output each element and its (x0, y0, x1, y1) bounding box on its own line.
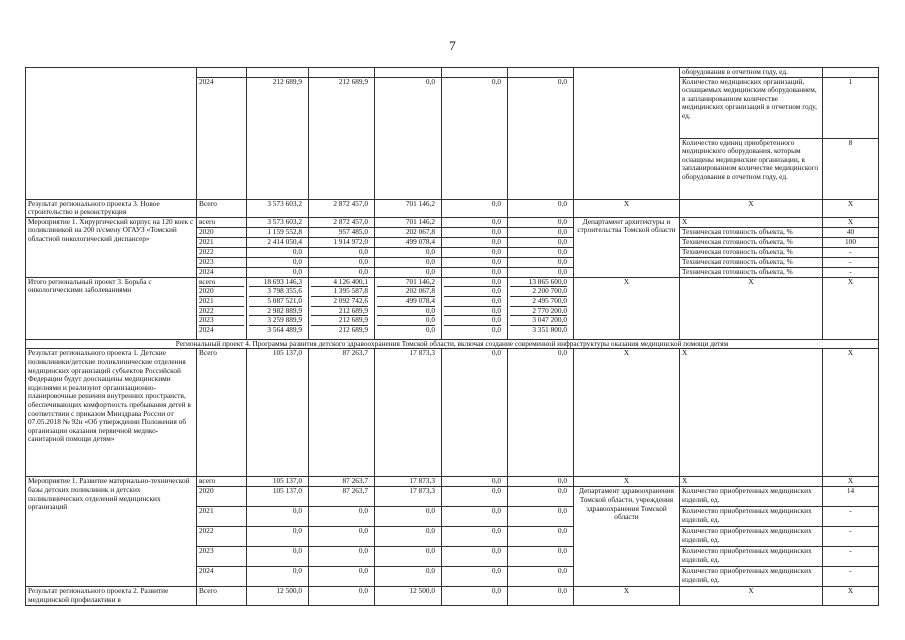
municipal-cell: 0,0 (442, 199, 508, 217)
total-cell: 105 137,0 (247, 477, 309, 487)
year-cell: всего 2020 2021 2022 2023 2024 (197, 277, 247, 339)
federal-cell: 957 485,0 (309, 227, 375, 237)
indicator-cell: Техническая готовность объекта, % (680, 237, 823, 247)
federal-cell: 0,0 (309, 267, 375, 277)
year-cell: всего (197, 217, 247, 227)
municipal-cell: 0,0 (442, 247, 508, 257)
federal-cell: 87 263,7 (309, 349, 375, 477)
municipal-cell: 0,0 (442, 587, 508, 606)
name-cell: Результат регионального проекта 2. Развитие медицинской профилактики в (26, 587, 197, 606)
executor-cell: Х (574, 477, 680, 487)
total-cell: 105 137,0 (247, 487, 309, 507)
value-cell: - (823, 567, 879, 587)
regional-cell: 0,0 (375, 547, 442, 567)
regional-cell: 0,0 (375, 257, 442, 267)
name-cell: Мероприятие 1. Развитие материально-технической базы детских поликлиник и детских поликлинических отделений медицинских организаций (26, 477, 197, 587)
total-cell: 0,0 (247, 247, 309, 257)
regional-cell: 0,0 (375, 507, 442, 527)
value-cell: - (823, 257, 879, 267)
indicator-cell: Х (680, 587, 823, 606)
value-cell: Х (823, 477, 879, 487)
table-row (26, 277, 879, 339)
municipal-cell: 0,0 (442, 257, 508, 267)
extra-cell: 0,0 (508, 567, 574, 587)
total-cell: 105 137,0 (247, 349, 309, 477)
federal-cell: 0,0 (309, 257, 375, 267)
year-cell: 2023 (197, 547, 247, 567)
program-table (25, 67, 879, 606)
municipal-cell: 0,0 (442, 237, 508, 247)
total-cell: 18 693 146,3 3 798 355,6 5 087 521,0 2 982 889,9 3 259 889,9 3 564 489,9 (247, 277, 309, 339)
regional-cell: 0,0 (375, 567, 442, 587)
regional-cell: 0,0 (375, 77, 442, 199)
federal-cell: 1 914 972,0 (309, 237, 375, 247)
extra-cell: 0,0 (508, 349, 574, 477)
table-row (26, 477, 879, 487)
federal-cell: 0,0 (309, 527, 375, 547)
extra-cell: 0,0 (508, 587, 574, 606)
name-cell (26, 68, 197, 200)
year-cell: Всего (197, 349, 247, 477)
year-cell: 2024 (197, 567, 247, 587)
federal-cell: 87 263,7 (309, 477, 375, 487)
indicator-cell: Количество приобретенных медицинских изделий, ед. (680, 487, 823, 507)
municipal-cell: 0,0 (442, 547, 508, 567)
extra-cell: 0,0 (508, 247, 574, 257)
year-cell: всего (197, 477, 247, 487)
extra-cell: 0,0 (508, 527, 574, 547)
extra-cell: 0,0 (508, 217, 574, 227)
regional-cell: 12 500,0 (375, 587, 442, 606)
total-cell: 0,0 (247, 567, 309, 587)
name-cell: Итого региональный проект 3. Борьба с онкологическими заболеваниями (26, 277, 197, 339)
municipal-cell: 0,0 (442, 217, 508, 227)
municipal-cell: 0,0 (442, 349, 508, 477)
table-row (26, 349, 879, 477)
federal-cell: 2 872 457,0 (309, 199, 375, 217)
regional-cell: 701 146,2 202 067,8 499 078,4 0,0 0,0 0,0 (375, 277, 442, 339)
total-cell: 212 689,9 (247, 77, 309, 199)
extra-cell: 0,0 (508, 77, 574, 199)
total-cell: 0,0 (247, 527, 309, 547)
indicator-cell: Количество единиц приобретенного медицинского оборудования, которым оснащены медицинские организации, в запланированном количестве медицинского оборудования в отчетном году, ед. (680, 138, 823, 199)
regional-cell: 701 146,2 (375, 217, 442, 227)
regional-cell: 202 067,8 (375, 227, 442, 237)
indicator-cell: Х (680, 217, 823, 227)
federal-cell: 0,0 (309, 507, 375, 527)
federal-cell: 4 126 400,1 1 395 587,8 2 092 742,6 212 689,9 212 689,9 212 689,9 (309, 277, 375, 339)
executor-cell: Х (574, 349, 680, 477)
extra-cell: 0,0 (508, 507, 574, 527)
value-cell: Х (823, 277, 879, 339)
executor-cell: Х (574, 277, 680, 339)
indicator-cell: Количество приобретенных медицинских изделий, ед. (680, 527, 823, 547)
extra-cell: 0,0 (508, 237, 574, 247)
total-cell: 0,0 (247, 257, 309, 267)
extra-cell: 0,0 (508, 547, 574, 567)
name-cell: Результат регионального проекта 3. Новое строительство и реконструкция (26, 199, 197, 217)
federal-cell: 0,0 (309, 247, 375, 257)
federal-cell: 0,0 (309, 547, 375, 567)
year-cell: 2023 (197, 257, 247, 267)
municipal-cell: 0,0 (442, 507, 508, 527)
total-cell: 0,0 (247, 547, 309, 567)
regional-cell: 0,0 (375, 527, 442, 547)
total-cell: 12 500,0 (247, 587, 309, 606)
extra-cell: 0,0 (508, 487, 574, 507)
year-cell: 2020 (197, 227, 247, 237)
value-cell: 40 (823, 227, 879, 237)
extra-cell: 0,0 (508, 267, 574, 277)
federal-cell: 87 263,7 (309, 487, 375, 507)
indicator-cell: Количество медицинских организаций, оснащаемых медицинским оборудованием, в запланированном количестве медицинских организаций в отчетном году, ед. (680, 77, 823, 138)
municipal-cell: 0,0 (442, 477, 508, 487)
section-title: Региональный проект 4. Программа развития детского здравоохранения Томской области, включая создание современной инфраструктуры оказания медицинской помощи детям (26, 339, 879, 349)
table-row (26, 199, 879, 217)
extra-cell: 0,0 (508, 199, 574, 217)
municipal-cell: 0,0 (442, 487, 508, 507)
page-number: 7 (449, 38, 456, 53)
value-cell: - (823, 267, 879, 277)
name-cell: Мероприятие 1. Хирургический корпус на 120 коек с поликлиникой на 200 п/смену ОГАУЗ «Томский областной онкологический диспансер» (26, 217, 197, 277)
value-cell: Х (823, 587, 879, 606)
year-cell: 2022 (197, 247, 247, 257)
federal-cell: 0,0 (309, 587, 375, 606)
total-cell: 3 573 603,2 (247, 217, 309, 227)
regional-cell: 701 146,2 (375, 199, 442, 217)
value-cell: 14 (823, 487, 879, 507)
federal-cell: 2 872 457,0 (309, 217, 375, 227)
year-cell: 2024 (197, 267, 247, 277)
year-cell: 2021 (197, 507, 247, 527)
regional-cell: 0,0 (375, 267, 442, 277)
indicator-cell: Количество приобретенных медицинских изделий, ед. (680, 567, 823, 587)
value-cell: - (823, 547, 879, 567)
year-cell: Всего (197, 587, 247, 606)
extra-cell: 0,0 (508, 477, 574, 487)
municipal-cell: 0,0 (442, 77, 508, 199)
executor-cell: Департамент здравоохранения Томской области, учреждения здравоохранения Томской области (574, 487, 680, 587)
total-cell: 1 159 552,8 (247, 227, 309, 237)
municipal-cell: 0,0 (442, 227, 508, 237)
regional-cell: 499 078,4 (375, 237, 442, 247)
extra-cell: 13 865 600,0 2 200 700,0 2 495 700,0 2 770 200,0 3 047 200,0 3 351 800,0 (508, 277, 574, 339)
year-cell: Всего (197, 199, 247, 217)
value-cell: Х (823, 199, 879, 217)
total-cell: 0,0 (247, 267, 309, 277)
year-cell: 2024 (197, 77, 247, 199)
value-cell: 100 (823, 237, 879, 247)
table-row (26, 68, 879, 78)
total-cell: 0,0 (247, 507, 309, 527)
regional-cell: 17 873,3 (375, 487, 442, 507)
extra-cell: 0,0 (508, 227, 574, 237)
total-cell: 2 414 050,4 (247, 237, 309, 247)
indicator-cell: Техническая готовность объекта, % (680, 267, 823, 277)
value-cell: Х (823, 349, 879, 477)
table-row (26, 217, 879, 227)
extra-cell: 0,0 (508, 257, 574, 267)
indicator-cell: Х (680, 349, 823, 477)
section-row (26, 339, 879, 349)
municipal-cell: 0,0 (442, 527, 508, 547)
regional-cell: 17 873,3 (375, 349, 442, 477)
indicator-cell: Х (680, 199, 823, 217)
indicator-cell: Х (680, 277, 823, 339)
indicator-cell: Техническая готовность объекта, % (680, 227, 823, 237)
value-cell: - (823, 527, 879, 547)
indicator-cell: Х (680, 477, 823, 487)
indicator-cell: оборудования в отчетном году, ед. (680, 68, 823, 78)
total-cell: 3 573 603,2 (247, 199, 309, 217)
municipal-cell: 0,0 (442, 267, 508, 277)
year-cell: 2022 (197, 527, 247, 547)
name-cell: Результат регионального проекта 1. Детские поликлиники/детские поликлинические отделения медицинских организаций субъектов Российской Федерации будут дооснащены медицинскими изделиями и реализуют организационно-планировочные решения внутренних пространств, обеспечивающих комфортность пребывания детей в соответствии с приказом Минздрава России от 07.05.2018 № 92н «Об утверждении Положения об организации оказания первичной медико-санитарной помощи детям» (26, 349, 197, 477)
value-cell: 8 (823, 138, 879, 199)
value-cell: - (823, 247, 879, 257)
federal-cell: 212 689,9 (309, 77, 375, 199)
regional-cell: 0,0 (375, 247, 442, 257)
table-row (26, 587, 879, 606)
executor-cell: Х (574, 199, 680, 217)
municipal-cell: 0,0 0,0 0,0 0,0 0,0 0,0 (442, 277, 508, 339)
executor-cell: Х (574, 587, 680, 606)
value-cell: Х (823, 217, 879, 227)
indicator-cell: Количество приобретенных медицинских изделий, ед. (680, 547, 823, 567)
regional-cell: 17 873,3 (375, 477, 442, 487)
federal-cell: 0,0 (309, 567, 375, 587)
value-cell: - (823, 507, 879, 527)
value-cell: 1 (823, 77, 879, 138)
executor-cell: Департамент архитектуры и строительства Томской области (574, 217, 680, 277)
year-cell: 2020 (197, 487, 247, 507)
indicator-cell: Техническая готовность объекта, % (680, 257, 823, 267)
municipal-cell: 0,0 (442, 567, 508, 587)
indicator-cell: Техническая готовность объекта, % (680, 247, 823, 257)
year-cell: 2021 (197, 237, 247, 247)
indicator-cell: Количество приобретенных медицинских изделий, ед. (680, 507, 823, 527)
